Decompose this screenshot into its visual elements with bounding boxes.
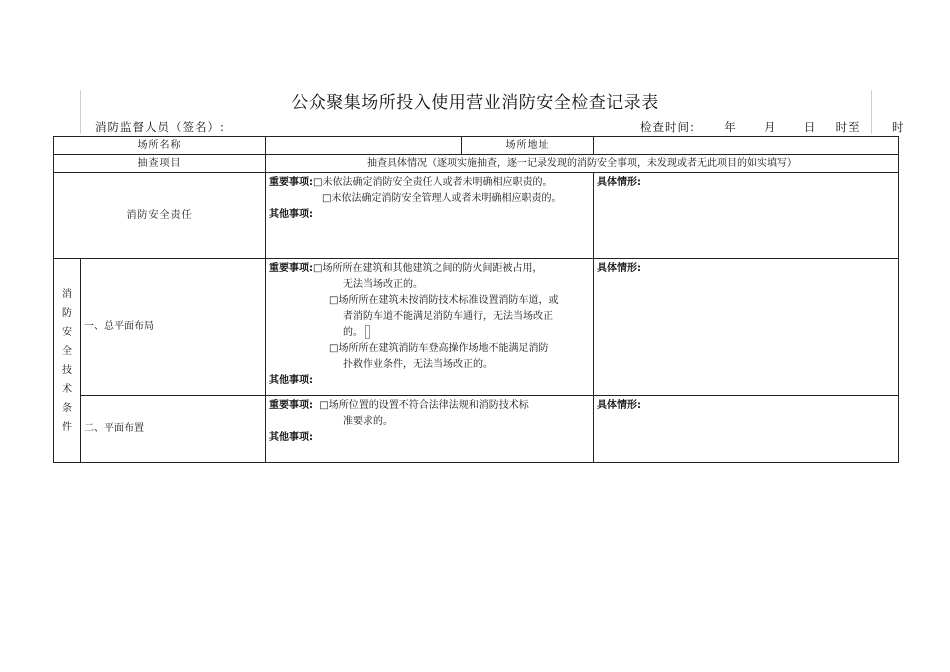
section1-findings	[266, 173, 594, 259]
other-items-label: 其他事项:	[269, 432, 313, 443]
item-text: 准要求的。	[343, 416, 393, 427]
important-items-label: 重要事项:	[269, 263, 313, 274]
inspection-time-label: 检查时间:	[640, 120, 695, 134]
table-row	[54, 155, 899, 173]
important-items-label: 重要事项:	[269, 177, 313, 188]
item-text: 无法当场改正的。	[343, 279, 423, 290]
item-text: 的。	[343, 327, 363, 338]
checkbox-item[interactable]: □未依法确定消防安全管理人或者未明确相应职责的。	[322, 193, 562, 204]
vertical-section-label: 消防安全技术条件	[62, 288, 72, 433]
checkbox-item[interactable]: □未依法确定消防安全责任人或者未明确相应职责的。	[313, 177, 553, 188]
table-row	[54, 396, 899, 463]
important-items-label: 重要事项:	[269, 400, 313, 411]
inspection-record-table	[53, 136, 899, 463]
checkbox-item[interactable]: □场所所在建筑未按消防技术标准设置消防车道，或	[329, 295, 559, 306]
checkbox-item[interactable]: □场所位置的设置不符合法律法规和消防技术标	[319, 400, 529, 411]
item-text: 扑救作业条件，无法当场改正的。	[343, 359, 493, 370]
specific-situation-label: 具体情形:	[597, 263, 641, 274]
checkbox-item[interactable]: □场所所在建筑消防车登高操作场地不能满足消防	[329, 343, 549, 354]
sub1-situation[interactable]	[594, 259, 899, 396]
table-row	[54, 137, 899, 155]
inspector-signature-label: 消防监督人员（签名）:	[95, 120, 225, 134]
sub2-findings	[266, 396, 594, 463]
check-detail-header: 抽查具体情况（逐项实施抽查，逐一记录发现的消防安全事项，未发现或者无此项目的如实填写）	[266, 155, 899, 173]
check-item-header: 抽查项目	[54, 155, 266, 173]
section-fire-safety-responsibility: 消防安全责任	[54, 173, 266, 259]
venue-address-label: 场所地址	[462, 137, 594, 155]
section-fire-safety-technical-conditions	[54, 259, 81, 463]
specific-situation-label: 具体情形:	[597, 177, 641, 188]
venue-name-value[interactable]	[266, 137, 462, 155]
time-unit-year: 年	[724, 120, 737, 134]
venue-address-value[interactable]	[594, 137, 899, 155]
time-unit-day: 日	[803, 120, 817, 134]
specific-situation-label: 具体情形:	[597, 400, 641, 411]
inspection-time	[640, 119, 904, 135]
other-items-label: 其他事项:	[269, 375, 313, 386]
time-unit-month: 月	[764, 120, 777, 134]
table-row	[54, 259, 899, 396]
sub-item-site-layout: 一、总平面布局	[81, 259, 266, 396]
section1-situation[interactable]	[594, 173, 899, 259]
time-unit-hour: 时	[891, 120, 905, 134]
time-unit-hour-to: 时至	[835, 120, 861, 134]
document-title: 公众聚集场所投入使用营业消防安全检查记录表	[291, 93, 659, 113]
sub1-findings	[266, 259, 594, 396]
sub-item-floor-plan: 二、平面布置	[81, 396, 266, 463]
table-row	[54, 173, 899, 259]
item-text: 者消防车道不能满足消防车通行，无法当场改正	[343, 311, 553, 322]
checkbox-item[interactable]: □场所所在建筑和其他建筑之间的防火间距被占用，	[313, 263, 543, 274]
venue-name-label: 场所名称	[54, 137, 266, 155]
other-items-label: 其他事项:	[269, 209, 313, 220]
text-cursor-icon	[365, 325, 370, 339]
sub2-situation[interactable]	[594, 396, 899, 463]
